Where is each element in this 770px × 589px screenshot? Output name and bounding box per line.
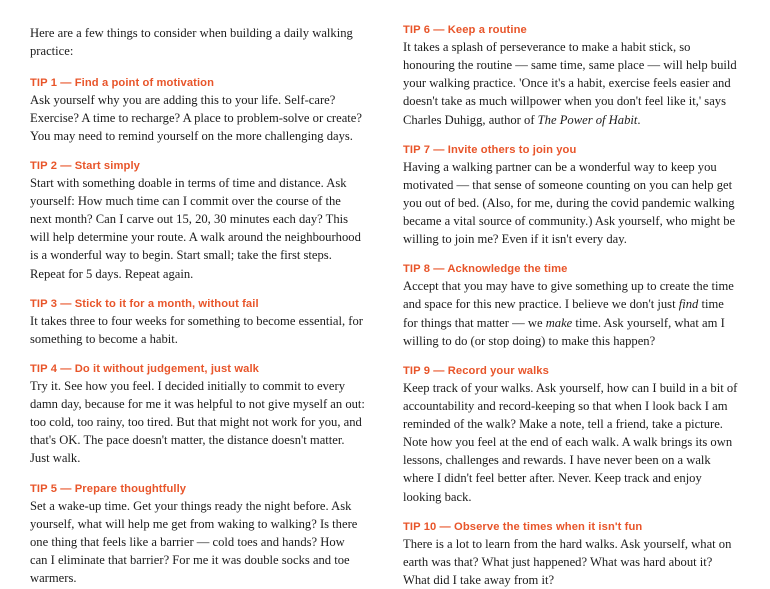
tip-6-heading: TIP 6 — Keep a routine <box>403 24 527 36</box>
tip-block-6 <box>403 24 738 129</box>
tip-block-8 <box>403 263 738 350</box>
tip-4-heading: TIP 4 — Do it without judgement, just walk <box>30 362 259 375</box>
tip-2-heading: TIP 2 — Start simply <box>30 159 140 172</box>
tip-6-book-title: The Power of Habit <box>537 112 638 127</box>
tip-5-heading: TIP 5 — Prepare thoughtfully <box>30 482 187 495</box>
tip-10-body: There is a lot to learn from the hard walks. Ask yourself, what on earth was that? What just happened? What was hard about it? What did I take away from it? <box>403 536 732 587</box>
tip-8-emphasis-find: find <box>678 297 699 312</box>
intro-paragraph: Here are a few things to consider when building a daily walking practice: <box>30 26 353 59</box>
right-column <box>403 24 738 587</box>
tip-9-heading: TIP 9 — Record your walks <box>403 364 549 377</box>
tip-10-heading: TIP 10 — Observe the times when it isn't fun <box>403 520 643 533</box>
left-column <box>30 24 365 585</box>
tip-6-body <box>403 38 738 129</box>
tip-7-heading: TIP 7 — Invite others to join you <box>403 143 577 156</box>
tip-9-body: Keep track of your walks. Ask yourself, how can I build in a bit of accountability and record-keeping so that when I look back I am reminded of the walk? Make a note, tell a friend, take a picture. Note how you feel at the end of each walk. A walk brings its own lessons, challenges and rewards. I have never been on a walk where I didn't feel better after. Never. Keep track and enjoy looking back. <box>403 380 738 504</box>
tip-8-emphasis-make: make <box>545 315 573 330</box>
tip-block-9 <box>403 365 738 506</box>
tip-block-7 <box>403 144 738 249</box>
tip-block-3 <box>30 298 365 348</box>
tip-6-body-tail: . <box>637 112 641 127</box>
tip-1-body: Ask yourself why you are adding this to your life. Self-care? Exercise? A time to recharge? A place to problem-solve or create? You may need to remind yourself on the more challenging days. <box>30 92 362 143</box>
tip-6-body-text: It takes a splash of perseverance to make a habit stick, so honouring the routine — same time, same place — will help build your walking practice. 'Once it's a habit, exercise feels easier and doesn't take as much willpower when you don't feel like it,' says Charles Duhigg, author of <box>403 40 737 127</box>
tip-8-body-text: Accept that you may have to give something up to create the time and space for this new practice. I believe we don't just <box>403 279 734 312</box>
tip-3-body: It takes three to four weeks for something to become essential, for something to become a habit. <box>30 313 363 346</box>
tip-block-10 <box>403 521 738 589</box>
tip-3-heading: TIP 3 — Stick to it for a month, without fail <box>30 297 259 310</box>
tip-1-heading: TIP 1 — Find a point of motivation <box>30 76 215 89</box>
tip-2-body: Start with something doable in terms of time and distance. Ask yourself: How much time can I commit over the course of the next month? Can I carve out 15, 20, 30 minutes each day? This will help determine your route. A walk around the neighbourhood is a wonderful way to begin. Start small; take the first steps. Repeat for 5 days. Repeat again. <box>30 175 361 281</box>
two-column-layout <box>30 24 748 587</box>
tip-4-body: Try it. See how you feel. I decided initially to commit to every damn day, because for me it was helpful to not give myself an out: too cold, too rainy, too tired. But that might not work for you, and that's OK. The pace doesn't matter, the distance doesn't matter. Just walk. <box>30 378 365 466</box>
tip-block-2 <box>30 160 365 283</box>
tip-block-5 <box>30 483 365 588</box>
tip-7-body: Having a walking partner can be a wonderful way to keep you motivated — that sense of someone counting on you can help get you out of bed. (Also, for me, during the covid pandemic walking became a vital source of community.) Ask yourself, who might be willing to join me? Even if it isn't every day. <box>403 159 736 247</box>
tip-block-1 <box>30 77 365 145</box>
tip-8-body-tail: time. Ask yourself, what am I willing to do (or stop doing) to make this happen? <box>403 315 725 348</box>
tip-8-body-mid: time for things that matter — we <box>403 297 724 330</box>
tip-8-body <box>403 277 738 350</box>
tip-5-body: Set a wake-up time. Get your things ready the night before. Ask yourself, what will help me get from waking to walking? Is there one thing that feels like a barrier — cold toes and hands? How can I eliminate that barrier? For me it was double socks and toe warmers. <box>30 498 358 585</box>
tip-block-4 <box>30 363 365 468</box>
tip-8-heading: TIP 8 — Acknowledge the time <box>403 263 568 276</box>
